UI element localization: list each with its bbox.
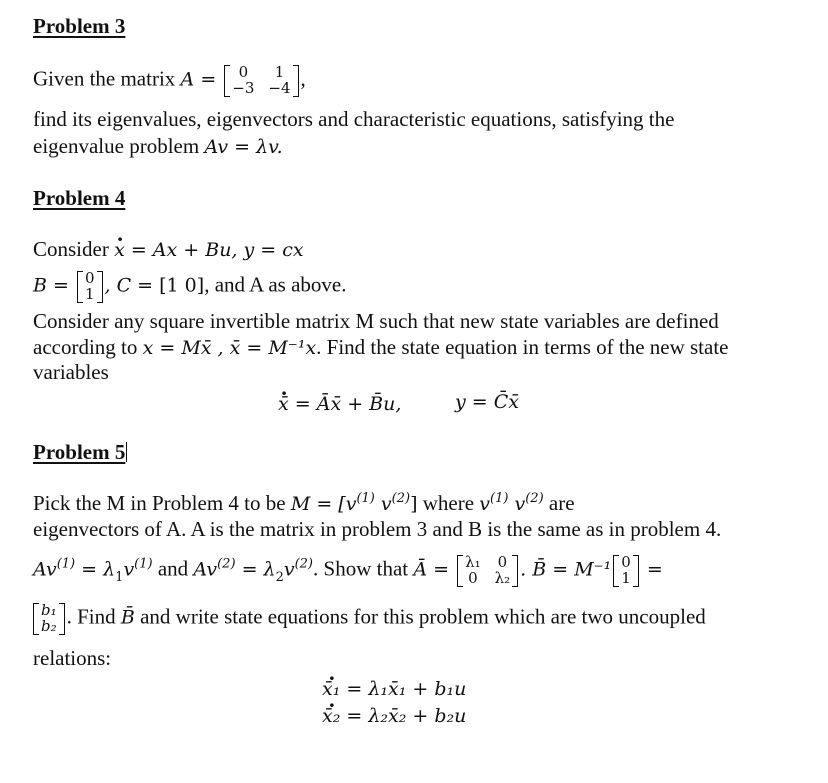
v-symbol: v bbox=[283, 558, 295, 581]
problem-5-line-2: eigenvectors of A. A is the matrix in problem 3 and B is the same as in problem 4. bbox=[33, 517, 722, 541]
find-text: . Find bbox=[66, 604, 121, 629]
problem-4-line-3: Consider any square invertible matrix M such that new state variables are defined bbox=[33, 309, 719, 333]
new-state-rhs: = Āx̄ + B̄u, bbox=[288, 393, 402, 415]
v2-symbol: v bbox=[508, 493, 526, 515]
according-text: according to bbox=[33, 335, 143, 359]
matrix-b2 bbox=[613, 555, 639, 587]
matrix-abar-cell: 0 bbox=[497, 553, 508, 571]
matrix-a-cell: −4 bbox=[268, 78, 291, 97]
comma: , bbox=[300, 66, 306, 91]
bracket: ] bbox=[410, 493, 418, 515]
superscript: (1) bbox=[490, 491, 509, 506]
matrix-a-cell: 0 bbox=[238, 63, 249, 81]
pick-text: Pick the M in Problem 4 to be bbox=[33, 491, 291, 515]
matrix-b2-cell: 1 bbox=[621, 568, 631, 587]
problem-4-line-4 bbox=[33, 337, 729, 358]
uncoupled-equation-1 bbox=[322, 678, 466, 699]
problem-3-line-3 bbox=[33, 136, 283, 157]
av2: Av bbox=[193, 558, 218, 581]
xbar-dot-symbol: x̄ · bbox=[278, 395, 289, 414]
equation-2-rhs: = λ₂x̄₂ + b₂u bbox=[340, 705, 467, 727]
matrix-abar bbox=[457, 555, 518, 587]
problem-5-line-5: relations: bbox=[33, 646, 112, 670]
x2-dot: x̄₂ · bbox=[322, 707, 340, 726]
abar-label: Ā = bbox=[413, 558, 456, 581]
x1-dot: x̄₁ · bbox=[322, 680, 340, 699]
system-equation: = Ax + Bu, y = cx bbox=[124, 239, 304, 261]
problem-4-line-5: variables bbox=[33, 360, 109, 384]
matrix-a-label: A bbox=[180, 68, 195, 91]
matrix-a-cell: 1 bbox=[274, 63, 285, 81]
and-text: and bbox=[152, 556, 194, 581]
c-label: , C = bbox=[104, 274, 160, 297]
problem-4-new-state-equation bbox=[278, 393, 401, 414]
subscript: 1 bbox=[115, 569, 124, 585]
problem-5-line-4 bbox=[31, 603, 706, 635]
b-vector bbox=[33, 603, 65, 635]
bc-tail-text: , and A as above. bbox=[204, 272, 347, 297]
b-vector-cell: b₂ bbox=[41, 616, 57, 635]
problem-3-line-2: find its eigenvalues, eigenvectors and characteristic equations, satisfying the bbox=[33, 107, 675, 131]
av1: Av bbox=[33, 558, 57, 581]
problem-5-heading-text: Problem 5 bbox=[33, 440, 126, 464]
consider-text: Consider bbox=[33, 237, 115, 261]
v-symbol: v bbox=[123, 558, 135, 581]
where-text: where bbox=[417, 491, 480, 515]
b-label: B = bbox=[33, 274, 75, 297]
superscript: (2) bbox=[391, 491, 411, 506]
problem-5-heading bbox=[33, 442, 127, 463]
line-4-tail: . Find the state equation in terms of the new state bbox=[316, 335, 729, 359]
problem-4-heading: Problem 4 bbox=[33, 186, 126, 210]
matrix-a bbox=[224, 65, 298, 97]
c-vector: [1 0] bbox=[159, 274, 205, 297]
bbar-symbol: B̄ bbox=[120, 606, 135, 629]
problem-3-given-line bbox=[33, 65, 306, 97]
problem-3-heading: Problem 3 bbox=[33, 14, 126, 38]
m-definition: M = [v bbox=[290, 493, 357, 515]
matrix-a-cell: −3 bbox=[232, 78, 255, 97]
xdot-symbol: x · bbox=[114, 241, 125, 260]
problem-5-line-1 bbox=[33, 492, 575, 514]
matrix-b2-cell: 0 bbox=[621, 553, 631, 571]
are-text: are bbox=[543, 491, 575, 515]
problem-4-bc-line bbox=[33, 271, 347, 303]
matrix-abar-cell: 0 bbox=[468, 568, 478, 587]
matrix-b-cell: 1 bbox=[84, 284, 95, 303]
superscript: (2) bbox=[294, 556, 314, 572]
lambda2-eq: = λ bbox=[235, 558, 276, 581]
eigen-problem-text: eigenvalue problem bbox=[33, 134, 205, 158]
equals-sign: = bbox=[640, 558, 663, 581]
line-4-rest: and write state equations for this problem which are two uncoupled bbox=[134, 604, 706, 629]
subscript: 2 bbox=[275, 569, 284, 585]
problem-4-system-line bbox=[33, 239, 304, 260]
given-text: Given the matrix bbox=[33, 66, 181, 91]
matrix-b bbox=[77, 271, 103, 303]
uncoupled-equation-2 bbox=[322, 705, 466, 726]
bbar-label: . B̄ = M⁻¹ bbox=[520, 558, 612, 581]
matrix-abar-cell: λ₁ bbox=[465, 553, 481, 571]
superscript: (1) bbox=[356, 491, 375, 506]
superscript: (2) bbox=[217, 556, 236, 572]
v1-symbol: v bbox=[479, 493, 491, 515]
equation-1-rhs: = λ₁x̄₁ + b₁u bbox=[340, 678, 467, 700]
show-text: . Show that bbox=[313, 556, 414, 581]
eigen-equation: Av = λv. bbox=[204, 136, 283, 158]
superscript: (2) bbox=[525, 491, 544, 506]
matrix-abar-cell: λ₂ bbox=[494, 568, 511, 587]
v2-symbol: v bbox=[374, 493, 392, 515]
equals-sign: = bbox=[194, 68, 223, 91]
lambda1-eq: = λ bbox=[75, 558, 116, 581]
text-cursor bbox=[126, 442, 127, 462]
transform-equation: x = Mx̄ , x̄ = M⁻¹x bbox=[142, 337, 317, 359]
superscript: (1) bbox=[134, 556, 153, 572]
problem-4-output-equation: y = C̄x̄ bbox=[455, 391, 519, 413]
matrix-b-cell: 0 bbox=[84, 269, 95, 287]
problem-5-line-3 bbox=[33, 555, 663, 587]
b-vector-cell: b₁ bbox=[41, 601, 57, 619]
superscript: (1) bbox=[56, 556, 76, 572]
